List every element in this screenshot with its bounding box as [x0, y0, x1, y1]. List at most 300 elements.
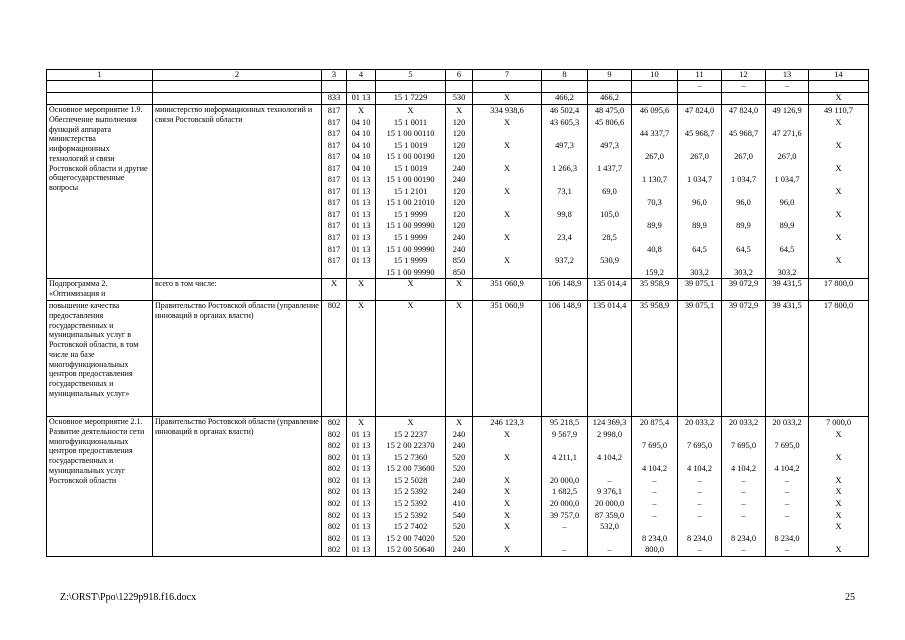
cell-line: 89,9: [692, 221, 707, 231]
cell-line: –: [784, 499, 790, 509]
cell-line: X: [835, 117, 842, 127]
cell-line: 520: [452, 522, 466, 532]
stacked-cell: [542, 417, 588, 557]
cell-line: X: [835, 499, 842, 509]
cell-line: 520: [452, 464, 466, 474]
cell-line: [767, 429, 807, 441]
table-cell: 39 072,9: [722, 279, 766, 301]
cell-line: [589, 151, 630, 163]
cell-line: [633, 255, 676, 267]
cell-line: [543, 267, 586, 279]
cell-line: 70,3: [647, 198, 662, 208]
cell-line: 01 13: [351, 256, 371, 266]
table-cell: 15 1 7229: [376, 93, 446, 105]
table-cell: 466,2: [542, 93, 588, 105]
cell-line: 47 271,6: [772, 129, 802, 139]
cell-line: [474, 440, 540, 452]
cell-line: 817: [327, 152, 341, 162]
cell-line: 20 875,4: [639, 418, 670, 428]
cell-line: X: [835, 209, 842, 219]
table-cell: 106 148,9: [542, 301, 588, 417]
table-cell: 135 014,4: [588, 279, 632, 301]
budget-table: [46, 69, 869, 557]
stacked-cell: [473, 417, 542, 557]
cell-line: X: [835, 487, 842, 497]
cell-line: 15 2 5392: [393, 487, 428, 497]
cell-line: 120: [452, 117, 466, 127]
cell-line: 01 13: [351, 441, 371, 451]
stacked-cell: [347, 105, 376, 279]
cell-line: 49 110,7: [823, 106, 853, 115]
cell-line: –: [697, 510, 702, 520]
table-cell: [446, 81, 473, 93]
cell-line: 1 130,7: [641, 175, 668, 185]
table-cell: X: [376, 279, 446, 301]
cell-line: [810, 197, 867, 209]
cell-line: 7 695,0: [641, 441, 668, 451]
cell-line: X: [835, 475, 842, 485]
cell-line: [474, 267, 540, 279]
cell-line: 4 104,2: [686, 464, 713, 474]
cell-line: 44 337,7: [639, 129, 670, 139]
cell-line: 15 2 5028: [393, 475, 428, 485]
cell-line: [723, 209, 764, 221]
cell-line: [767, 452, 807, 464]
table-cell: –: [678, 81, 722, 93]
cell-line: [723, 232, 764, 244]
cell-line: 120: [452, 221, 466, 231]
cell-line: 15 1 00 21010: [386, 198, 435, 208]
table-cell: [473, 81, 542, 93]
cell-line: 817: [327, 233, 341, 243]
cell-line: 4 104,2: [730, 464, 757, 474]
cell-line: 7 695,0: [730, 441, 757, 451]
cell-line: –: [697, 487, 702, 497]
cell-line: 49 126,9: [772, 106, 802, 115]
cell-line: [474, 128, 540, 140]
cell-line: [810, 128, 867, 140]
header-cell: 8: [542, 70, 588, 81]
cell-line: –: [784, 545, 790, 555]
cell-line: [543, 174, 586, 186]
stacked-cell: [322, 105, 347, 279]
table-cell: 17 800,0: [809, 279, 869, 301]
cell-line: X: [503, 545, 511, 555]
cell-line: 334 938,6: [490, 106, 524, 115]
cell-line: 802: [327, 545, 341, 555]
table-cell: 35 958,9: [632, 279, 678, 301]
cell-line: [543, 197, 586, 209]
table-cell: X: [446, 279, 473, 301]
cell-line: X: [503, 475, 511, 485]
table-cell: 39 431,5: [766, 301, 809, 417]
cell-line: 15 1 0019: [393, 140, 428, 150]
cell-line: 15 1 9999: [393, 233, 428, 243]
cell-line: [679, 255, 720, 267]
cell-line: [589, 128, 630, 140]
cell-line: 817: [327, 129, 341, 139]
cell-line: [543, 440, 586, 452]
cell-line: [810, 533, 867, 545]
cell-line: [723, 117, 764, 129]
cell-line: 69,0: [602, 186, 617, 196]
header-cell: 14: [809, 70, 869, 81]
table-cell: Подпрограмма 2. «Оптимизация и: [47, 279, 153, 301]
cell-line: 28,5: [602, 233, 617, 243]
cell-line: 01 13: [351, 533, 371, 543]
table-cell: [47, 93, 153, 105]
cell-line: 01 13: [351, 209, 371, 219]
cell-line: X: [503, 510, 511, 520]
cell-line: –: [784, 510, 790, 520]
cell-line: 47 824,0: [728, 106, 759, 115]
cell-line: 15 2 00 74020: [386, 533, 435, 543]
cell-line: [589, 244, 630, 256]
cell-line: [810, 463, 867, 475]
cell-line: 817: [327, 106, 341, 115]
cell-line: X: [835, 429, 842, 439]
header-cell: 1: [47, 70, 153, 81]
table-cell: [632, 81, 678, 93]
cell-line: 15 1 00 00110: [386, 129, 435, 139]
cell-line: X: [835, 510, 842, 520]
cell-line: 802: [327, 487, 341, 497]
table-cell: [376, 81, 446, 93]
cell-line: 105,0: [600, 209, 619, 219]
cell-line: 802: [327, 429, 341, 439]
table-cell: X: [322, 279, 347, 301]
cell-line: 01 13: [351, 499, 371, 509]
cell-line: 240: [452, 545, 466, 555]
table-cell: повышение качества предоставления государственных и муниципальных услуг в Ростовской области, в том числе на базе многофункциональных центров предоставления государственных и муниципальных услуг»: [47, 301, 153, 417]
cell-line: [810, 220, 867, 232]
cell-line: [723, 140, 764, 152]
cell-line: [767, 209, 807, 221]
cell-line: 46 502,4: [549, 106, 580, 115]
cell-line: X: [503, 429, 511, 439]
cell-line: 01 13: [351, 429, 371, 439]
cell-line: 20 000,0: [549, 499, 580, 509]
cell-line: 246 123,3: [490, 418, 524, 428]
cell-line: [589, 267, 630, 279]
stacked-cell: [446, 105, 473, 279]
table-cell: 351 060,9: [473, 279, 542, 301]
cell-line: 95 218,5: [549, 418, 580, 428]
cell-line: [679, 163, 720, 175]
cell-line: –: [697, 545, 702, 555]
cell-line: [679, 186, 720, 198]
cell-line: 01 13: [351, 487, 371, 497]
cell-line: 9 567,9: [551, 429, 578, 439]
cell-line: [543, 151, 586, 163]
cell-line: 802: [327, 499, 341, 509]
cell-line: 89,9: [736, 221, 751, 231]
cell-line: 802: [327, 464, 341, 474]
cell-line: [543, 244, 586, 256]
cell-line: 46 095,6: [639, 106, 670, 115]
cell-line: 15 1 00 99990: [386, 244, 435, 254]
table-cell: –: [766, 81, 809, 93]
cell-line: 04 10: [351, 129, 371, 139]
table-cell: [322, 81, 347, 93]
cell-line: X: [835, 140, 842, 150]
cell-line: 240: [452, 487, 466, 497]
stacked-cell: [678, 105, 722, 279]
cell-line: 817: [327, 140, 341, 150]
cell-line: 4 211,1: [552, 452, 577, 462]
cell-line: 802: [327, 522, 341, 532]
cell-line: [767, 117, 807, 129]
header-cell: 5: [376, 70, 446, 81]
cell-line: –: [562, 522, 567, 532]
cell-line: [723, 255, 764, 267]
table-cell: [47, 81, 153, 93]
table-cell: [153, 93, 322, 105]
cell-line: 120: [452, 198, 466, 208]
footer-file-path: Z:\ORST\Ppo\1229p918.f16.docx: [60, 592, 197, 603]
cell-line: 1 682,5: [551, 487, 578, 497]
cell-line: –: [697, 499, 702, 509]
cell-line: X: [835, 522, 842, 532]
executor-cell: Правительство Ростовской области (управление инноваций в органах власти): [153, 417, 322, 557]
table-cell: X: [809, 93, 869, 105]
cell-line: X: [503, 163, 511, 173]
cell-line: 240: [452, 244, 466, 254]
stacked-cell: [322, 417, 347, 557]
cell-line: 04 10: [351, 152, 371, 162]
cell-line: 267,0: [777, 152, 797, 162]
cell-line: 20 033,2: [772, 418, 802, 428]
cell-line: X: [407, 106, 414, 115]
cell-line: 15 1 9999: [393, 209, 428, 219]
cell-line: 802: [327, 510, 341, 520]
cell-line: 01 13: [351, 221, 371, 231]
cell-line: 15 2 5392: [393, 510, 428, 520]
cell-line: 802: [327, 418, 341, 428]
cell-line: X: [503, 233, 511, 243]
cell-line: 23,4: [557, 233, 572, 243]
cell-line: 64,5: [779, 244, 795, 254]
cell-line: X: [407, 418, 414, 428]
cell-line: 01 13: [351, 464, 371, 474]
cell-line: [810, 267, 867, 279]
cell-line: 43 605,3: [549, 117, 580, 127]
header-cell: 9: [588, 70, 632, 81]
cell-line: 1 034,7: [686, 175, 713, 185]
table-cell: 39 075,1: [678, 301, 722, 417]
cell-line: [633, 117, 676, 129]
cell-line: 817: [327, 244, 341, 254]
cell-line: 15 1 00 00190: [386, 175, 435, 185]
cell-line: [543, 128, 586, 140]
stacked-cell: [473, 105, 542, 279]
cell-line: 802: [327, 533, 341, 543]
cell-line: 1 034,7: [774, 175, 800, 185]
cell-line: 124 369,3: [592, 418, 627, 428]
cell-line: 817: [327, 256, 341, 266]
cell-line: 20 033,2: [684, 418, 715, 428]
header-cell: 10: [632, 70, 678, 81]
cell-line: [810, 244, 867, 256]
cell-line: 01 13: [351, 522, 371, 532]
cell-line: 96,0: [692, 198, 707, 208]
cell-line: 64,5: [692, 244, 707, 254]
cell-line: 240: [452, 429, 466, 439]
cell-line: [633, 429, 676, 441]
cell-line: X: [357, 418, 365, 428]
cell-line: 01 13: [351, 175, 371, 185]
cell-line: –: [652, 475, 657, 485]
cell-line: 8 234,0: [774, 533, 800, 543]
cell-line: X: [503, 140, 511, 150]
cell-line: X: [835, 452, 842, 462]
cell-line: 267,0: [734, 152, 753, 162]
table-cell: [153, 81, 322, 93]
table-cell: 466,2: [588, 93, 632, 105]
cell-line: [474, 463, 540, 475]
header-cell: 13: [766, 70, 809, 81]
cell-line: 817: [327, 117, 341, 127]
cell-line: 89,9: [779, 221, 795, 231]
cell-line: 20 033,2: [728, 418, 759, 428]
cell-line: 240: [452, 175, 466, 185]
cell-line: [633, 452, 676, 464]
cell-line: [810, 440, 867, 452]
cell-line: 817: [327, 186, 341, 196]
table-row: [47, 279, 869, 301]
cell-line: 15 2 00 22370: [386, 441, 435, 451]
cell-line: X: [835, 186, 842, 196]
cell-line: –: [741, 475, 746, 485]
cell-line: 01 13: [351, 198, 371, 208]
cell-line: [679, 140, 720, 152]
cell-line: 303,2: [734, 267, 753, 277]
cell-line: [589, 197, 630, 209]
cell-line: [723, 163, 764, 175]
table-cell: [722, 93, 766, 105]
cell-line: [723, 452, 764, 464]
cell-line: [810, 174, 867, 186]
table-row: [47, 417, 869, 557]
cell-line: 497,3: [600, 140, 619, 150]
table-cell: 39 431,5: [766, 279, 809, 301]
cell-line: [589, 533, 630, 545]
table-cell: 35 958,9: [632, 301, 678, 417]
cell-line: 2 998,0: [596, 429, 623, 439]
stacked-cell: [678, 417, 722, 557]
stacked-cell: [376, 417, 446, 557]
cell-line: 532,0: [600, 522, 619, 532]
cell-line: –: [697, 475, 702, 485]
cell-line: 802: [327, 475, 341, 485]
table-cell: 351 060,9: [473, 301, 542, 417]
cell-line: 817: [327, 198, 341, 208]
cell-line: 01 13: [351, 545, 371, 555]
cell-line: 15 1 00 00190: [386, 152, 435, 162]
cell-line: 89,9: [647, 221, 662, 231]
activity-name-cell: Основное мероприятие 1.9. Обеспечение выполнения функций аппарата министерства информационных технологий и связи Ростовской области и другие общегосударственные вопросы: [47, 105, 153, 279]
table-cell: X: [347, 279, 376, 301]
cell-line: [633, 232, 676, 244]
cell-line: [679, 429, 720, 441]
table-cell: [542, 81, 588, 93]
cell-line: 8 234,0: [641, 533, 668, 543]
table-row: [47, 93, 869, 105]
cell-line: 1 437,7: [596, 163, 623, 173]
stacked-cell: [446, 417, 473, 557]
header-cell: 2: [153, 70, 322, 81]
cell-line: [633, 163, 676, 175]
cell-line: –: [784, 487, 790, 497]
cell-line: X: [503, 256, 511, 266]
cell-line: 7 695,0: [774, 441, 800, 451]
stacked-cell: [542, 105, 588, 279]
header-cell: 4: [347, 70, 376, 81]
cell-line: –: [652, 510, 657, 520]
stacked-cell: [588, 105, 632, 279]
cell-line: X: [503, 499, 511, 509]
cell-line: 87 359,0: [594, 510, 625, 520]
cell-line: 240: [452, 441, 466, 451]
cell-line: [633, 140, 676, 152]
cell-line: X: [455, 418, 463, 428]
cell-line: 540: [452, 510, 466, 520]
cell-line: 937,2: [555, 256, 574, 266]
cell-line: [633, 209, 676, 221]
cell-line: 520: [452, 533, 466, 543]
table-cell: 17 800,0: [809, 301, 869, 417]
cell-line: X: [455, 106, 463, 115]
cell-line: –: [652, 487, 657, 497]
cell-line: [767, 521, 807, 533]
cell-line: 120: [452, 209, 466, 219]
cell-line: 817: [327, 175, 341, 185]
cell-line: 530,9: [600, 256, 619, 266]
cell-line: [474, 174, 540, 186]
cell-line: [767, 186, 807, 198]
cell-line: X: [357, 106, 365, 115]
activity-name-cell: Основное мероприятие 2.1. Развитие деятельности сети многофункциональных центров предоставления государственных и муниципальных услуг Ростовской области: [47, 417, 153, 557]
cell-line: –: [741, 510, 746, 520]
cell-line: 15 1 0019: [393, 163, 428, 173]
cell-line: 45 968,7: [684, 129, 715, 139]
cell-line: 120: [452, 152, 466, 162]
cell-line: [723, 186, 764, 198]
table-cell: всего в том числе:: [153, 279, 322, 301]
cell-line: 159,2: [645, 267, 664, 277]
cell-line: 01 13: [351, 244, 371, 254]
header-row: [47, 70, 869, 81]
cell-line: –: [784, 475, 790, 485]
table-row: [47, 105, 869, 279]
cell-line: [679, 232, 720, 244]
stacked-cell: [376, 105, 446, 279]
table-cell: 01 13: [347, 93, 376, 105]
cell-line: 802: [327, 452, 341, 462]
table-cell: [809, 81, 869, 93]
cell-line: [723, 429, 764, 441]
cell-line: –: [652, 499, 657, 509]
cell-line: 15 2 00 73600: [386, 464, 435, 474]
header-cell: 6: [446, 70, 473, 81]
cell-line: [679, 452, 720, 464]
header-cell: 12: [722, 70, 766, 81]
cell-line: [589, 463, 630, 475]
cell-line: 267,0: [690, 152, 709, 162]
stacked-cell: [722, 105, 766, 279]
cell-line: 497,3: [555, 140, 574, 150]
cell-line: 01 13: [351, 186, 371, 196]
